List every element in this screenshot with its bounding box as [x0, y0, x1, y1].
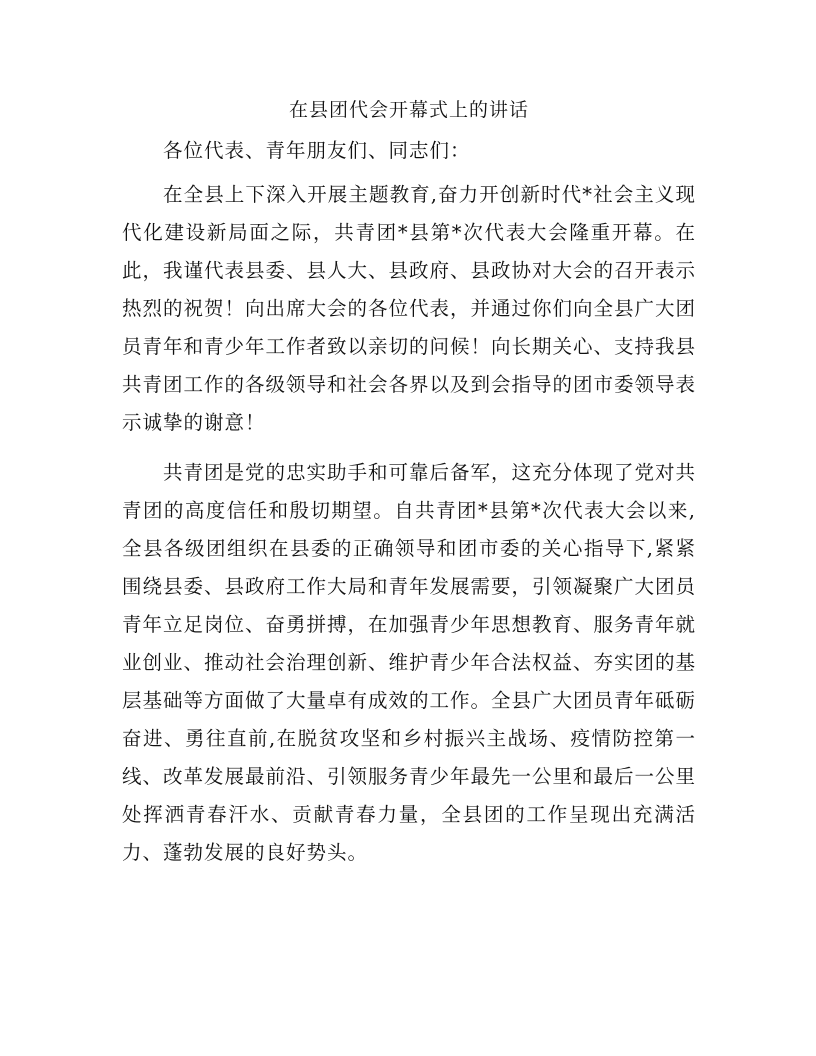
- greeting: 各位代表、青年朋友们、同志们：: [163, 139, 471, 162]
- document-title: 在县团代会开幕式上的讲话: [288, 99, 529, 121]
- paragraph-2: 共青团是党的忠实助手和可靠后备军，这充分体现了党对共青团的高度信任和殷切期望。自共青团*县第*次代表大会以来,全县各级团组织在县委的正确领导和团市委的关心指导下,紧紧围绕县委、县政府工作大局和青年发展需要，引领凝聚广大团员青年立足岗位、奋勇拼搏，在加强青少年思想教育、服务青年就业创业、推动社会治理创新、维护青少年合法权益、夯实团的基层基础等方面做了大量卓有成效的工作。全县广大团员青年砥砺奋进、勇往直前,在脱贫攻坚和乡村振兴主战场、疫情防控第一线、改革发展最前沿、引领服务青少年最先一公里和最后一公里处挥洒青春汗水、贡献青春力量，全县团的工作呈现出充满活力、蓬勃发展的良好势头。: [122, 461, 697, 864]
- document-page: [122, 92, 696, 884]
- paragraph-1: 在全县上下深入开展主题教育,奋力开创新时代*社会主义现代化建设新局面之际，共青团*县第*次代表大会隆重开幕。在此，我谨代表县委、县人大、县政府、县政协对大会的召开表示热烈的祝贺！向出席大会的各位代表，并通过你们向全县广大团员青年和青少年工作者致以亲切的问候！向长期关心、支持我县共青团工作的各级领导和社会各界以及到会指导的团市委领导表示诚挚的谢意！: [122, 183, 697, 434]
